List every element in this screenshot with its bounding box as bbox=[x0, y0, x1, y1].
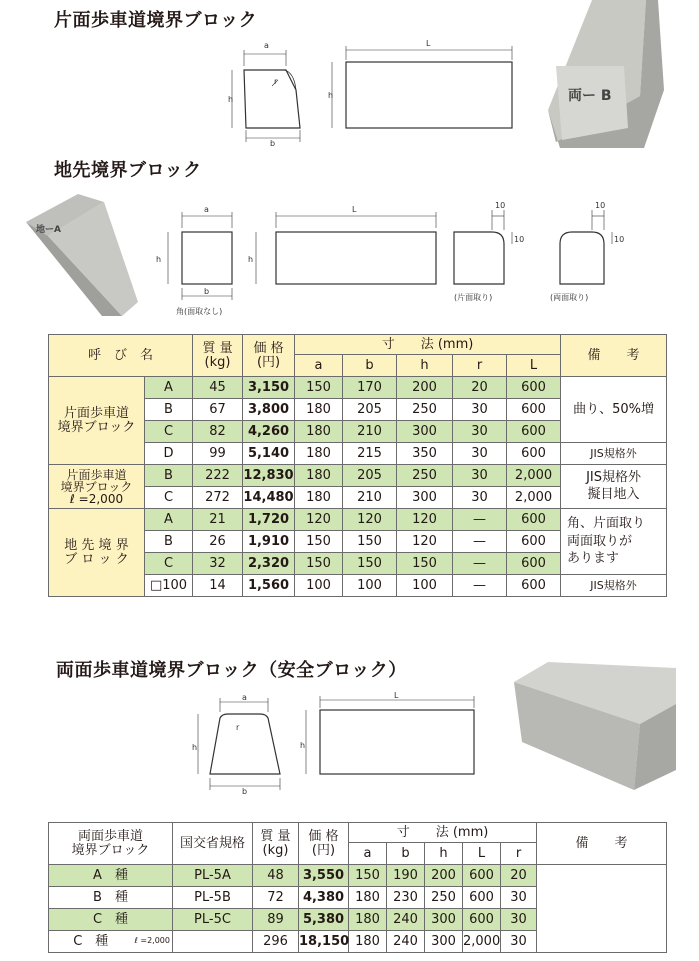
dim-label-L: L bbox=[426, 39, 431, 48]
value-cell: 296 bbox=[253, 931, 299, 953]
value-cell: 100 bbox=[295, 575, 343, 597]
th2-dim-L: L bbox=[463, 843, 501, 865]
value-cell: 150 bbox=[295, 553, 343, 575]
value-cell: 600 bbox=[463, 909, 501, 931]
remarks-cell: JIS規格外 bbox=[561, 443, 667, 465]
type-cell: A 種 bbox=[49, 865, 173, 887]
dim-10-c: 10 bbox=[595, 201, 606, 210]
value-cell: — bbox=[453, 531, 507, 553]
type-cell: C 種 bbox=[49, 909, 173, 931]
th2-name: 両面歩車道 境界ブロック bbox=[49, 823, 173, 865]
value-cell: 18,150 bbox=[299, 931, 349, 953]
standard-cell: PL-5A bbox=[173, 865, 253, 887]
price-table-2 bbox=[48, 822, 667, 953]
value-cell: 100 bbox=[397, 575, 453, 597]
dim-label-h2: h bbox=[328, 91, 334, 100]
value-cell: 120 bbox=[397, 531, 453, 553]
value-cell: 200 bbox=[425, 865, 463, 887]
value-cell: 150 bbox=[343, 553, 397, 575]
value-cell: 210 bbox=[343, 421, 397, 443]
diagram-double-sided bbox=[190, 690, 480, 798]
th2-price: 価 格 (円) bbox=[299, 823, 349, 865]
value-cell: 2,000 bbox=[463, 931, 501, 953]
th-dim-r: r bbox=[453, 355, 507, 377]
value-cell: 30 bbox=[453, 399, 507, 421]
value-cell: — bbox=[453, 509, 507, 531]
group-name: 片面歩車道 境界ブロック bbox=[49, 377, 145, 465]
type-cell: A bbox=[145, 509, 193, 531]
th2-dim-b: b bbox=[387, 843, 425, 865]
type-cell: D bbox=[145, 443, 193, 465]
value-cell: 2,320 bbox=[243, 553, 295, 575]
value-cell: 2,000 bbox=[507, 465, 561, 487]
th-dim-a: a bbox=[295, 355, 343, 377]
dim-L-double: L bbox=[394, 691, 399, 700]
value-cell: 30 bbox=[501, 909, 537, 931]
dim-label-r: r bbox=[274, 77, 278, 86]
value-cell: 12,830 bbox=[243, 465, 295, 487]
table-row bbox=[49, 509, 667, 531]
dim-h-double: h bbox=[192, 743, 198, 752]
value-cell: 230 bbox=[387, 887, 425, 909]
value-cell: 215 bbox=[343, 443, 397, 465]
value-cell: 600 bbox=[507, 553, 561, 575]
value-cell: 120 bbox=[295, 509, 343, 531]
value-cell: 20 bbox=[453, 377, 507, 399]
th2-std: 国交省規格 bbox=[173, 823, 253, 865]
value-cell: — bbox=[453, 575, 507, 597]
value-cell: 2,000 bbox=[507, 487, 561, 509]
dim-h2-curb: h bbox=[248, 255, 254, 264]
value-cell: 72 bbox=[253, 887, 299, 909]
dim-h-curb: h bbox=[156, 255, 162, 264]
value-cell: 300 bbox=[397, 487, 453, 509]
type-cell: B bbox=[145, 399, 193, 421]
th-name: 呼 び 名 bbox=[49, 335, 193, 377]
dim-label-a: a bbox=[264, 41, 269, 50]
th2-dim-a: a bbox=[349, 843, 387, 865]
length-suffix: ℓ =2,000 bbox=[133, 931, 173, 953]
value-cell: 240 bbox=[387, 931, 425, 953]
value-cell: 30 bbox=[453, 465, 507, 487]
value-cell: 190 bbox=[387, 865, 425, 887]
section-title-single-sided: 片面歩車道境界ブロック bbox=[54, 10, 258, 31]
group-name: 片面歩車道 境界ブロック ℓ =2,000 bbox=[49, 465, 145, 509]
value-cell: 600 bbox=[507, 509, 561, 531]
dim-10-b: 10 bbox=[514, 235, 525, 244]
value-cell: 30 bbox=[453, 421, 507, 443]
standard-cell: PL-5C bbox=[173, 909, 253, 931]
type-cell: C bbox=[145, 487, 193, 509]
value-cell: 600 bbox=[507, 531, 561, 553]
value-cell: 300 bbox=[425, 931, 463, 953]
value-cell: 48 bbox=[253, 865, 299, 887]
value-cell: 150 bbox=[343, 531, 397, 553]
value-cell: 300 bbox=[397, 421, 453, 443]
value-cell: 180 bbox=[295, 399, 343, 421]
value-cell: 20 bbox=[501, 865, 537, 887]
value-cell: 3,150 bbox=[243, 377, 295, 399]
value-cell: 30 bbox=[453, 443, 507, 465]
value-cell: 45 bbox=[193, 377, 243, 399]
value-cell: 600 bbox=[507, 421, 561, 443]
value-cell: 600 bbox=[507, 575, 561, 597]
caption-one-chamfer: (片面取り) bbox=[454, 293, 493, 302]
remarks-cell: JIS規格外 擬目地入 bbox=[561, 465, 667, 509]
value-cell: 99 bbox=[193, 443, 243, 465]
value-cell: 82 bbox=[193, 421, 243, 443]
dim-h2-double: h bbox=[300, 741, 306, 750]
value-cell: 180 bbox=[349, 909, 387, 931]
value-cell: 30 bbox=[453, 487, 507, 509]
value-cell: 1,720 bbox=[243, 509, 295, 531]
remarks-cell bbox=[537, 865, 667, 953]
value-cell: 1,560 bbox=[243, 575, 295, 597]
value-cell: 250 bbox=[397, 465, 453, 487]
block-photo-single-sided bbox=[548, 0, 672, 150]
th-dim-b: b bbox=[343, 355, 397, 377]
value-cell: 205 bbox=[343, 399, 397, 421]
value-cell: 600 bbox=[507, 443, 561, 465]
table-row bbox=[49, 865, 667, 887]
dim-a-curb: a bbox=[204, 205, 209, 214]
value-cell: 14,480 bbox=[243, 487, 295, 509]
dim-b-curb: b bbox=[204, 287, 210, 296]
type-cell: □100 bbox=[145, 575, 193, 597]
th-price: 価 格 (円) bbox=[243, 335, 295, 377]
type-cell: B bbox=[145, 465, 193, 487]
value-cell: 180 bbox=[295, 487, 343, 509]
type-cell: C bbox=[145, 553, 193, 575]
value-cell: 180 bbox=[295, 465, 343, 487]
standard-cell bbox=[173, 931, 253, 953]
value-cell: 240 bbox=[387, 909, 425, 931]
dim-L-curb: L bbox=[352, 205, 357, 214]
block-photo-double-sided bbox=[508, 658, 678, 798]
value-cell: 272 bbox=[193, 487, 243, 509]
th-remarks: 備 考 bbox=[561, 335, 667, 377]
remarks-cell: JIS規格外 bbox=[561, 575, 667, 597]
table-row bbox=[49, 465, 667, 487]
dim-10-a: 10 bbox=[495, 201, 506, 210]
value-cell: 26 bbox=[193, 531, 243, 553]
remarks-cell: 角、片面取り 両面取りが あります bbox=[561, 509, 667, 575]
value-cell: 180 bbox=[295, 421, 343, 443]
th2-dim-r: r bbox=[501, 843, 537, 865]
th2-dims: 寸 法 (mm) bbox=[349, 823, 537, 843]
dim-10-d: 10 bbox=[614, 235, 625, 244]
diagram-single-sided bbox=[228, 38, 518, 148]
caption-two-chamfer: (両面取り) bbox=[550, 293, 589, 302]
value-cell: 5,140 bbox=[243, 443, 295, 465]
type-cell: C 種 bbox=[49, 931, 133, 953]
dim-label-b: b bbox=[270, 139, 276, 148]
th-dim-h: h bbox=[397, 355, 453, 377]
value-cell: 180 bbox=[349, 887, 387, 909]
standard-cell: PL-5B bbox=[173, 887, 253, 909]
value-cell: 300 bbox=[425, 909, 463, 931]
value-cell: 67 bbox=[193, 399, 243, 421]
value-cell: 600 bbox=[507, 399, 561, 421]
th-dim-L: L bbox=[507, 355, 561, 377]
value-cell: 200 bbox=[397, 377, 453, 399]
th-dims: 寸 法 (mm) bbox=[295, 335, 561, 355]
dim-label-h: h bbox=[228, 95, 234, 104]
th2-remarks: 備 考 bbox=[537, 823, 667, 865]
value-cell: 4,260 bbox=[243, 421, 295, 443]
price-table-1 bbox=[48, 334, 667, 597]
value-cell: 100 bbox=[343, 575, 397, 597]
value-cell: 250 bbox=[397, 399, 453, 421]
remarks-cell: 曲り、50%増 bbox=[561, 377, 667, 443]
value-cell: 5,380 bbox=[299, 909, 349, 931]
value-cell: 21 bbox=[193, 509, 243, 531]
value-cell: 210 bbox=[343, 487, 397, 509]
value-cell: 30 bbox=[501, 931, 537, 953]
value-cell: 32 bbox=[193, 553, 243, 575]
type-cell: C bbox=[145, 421, 193, 443]
stamp-text: 両ー B bbox=[568, 88, 612, 104]
caption-corner: 角(面取なし) bbox=[176, 307, 223, 316]
diagram-curb bbox=[152, 201, 625, 320]
value-cell: 3,800 bbox=[243, 399, 295, 421]
type-cell: B 種 bbox=[49, 887, 173, 909]
value-cell: 30 bbox=[501, 887, 537, 909]
value-cell: 170 bbox=[343, 377, 397, 399]
dim-r-double: r bbox=[236, 723, 240, 732]
value-cell: 89 bbox=[253, 909, 299, 931]
th2-dim-h: h bbox=[425, 843, 463, 865]
section-title-curb-block: 地先境界ブロック bbox=[54, 160, 202, 181]
value-cell: 350 bbox=[397, 443, 453, 465]
value-cell: 180 bbox=[349, 931, 387, 953]
stamp-text-curb: 地ーA bbox=[36, 225, 61, 235]
dim-b-double: b bbox=[242, 787, 248, 796]
value-cell: 3,550 bbox=[299, 865, 349, 887]
value-cell: 180 bbox=[295, 443, 343, 465]
type-cell: A bbox=[145, 377, 193, 399]
value-cell: 120 bbox=[343, 509, 397, 531]
value-cell: 600 bbox=[507, 377, 561, 399]
value-cell: 14 bbox=[193, 575, 243, 597]
table-row bbox=[49, 377, 667, 399]
value-cell: 150 bbox=[295, 377, 343, 399]
value-cell: 1,910 bbox=[243, 531, 295, 553]
dim-a-double: a bbox=[242, 693, 247, 702]
value-cell: 600 bbox=[463, 865, 501, 887]
type-cell: B bbox=[145, 531, 193, 553]
section-title-double-sided: 両面歩車道境界ブロック（安全ブロック） bbox=[56, 660, 407, 681]
value-cell: 4,380 bbox=[299, 887, 349, 909]
value-cell: 205 bbox=[343, 465, 397, 487]
value-cell: 250 bbox=[425, 887, 463, 909]
value-cell: 222 bbox=[193, 465, 243, 487]
value-cell: — bbox=[453, 553, 507, 575]
value-cell: 600 bbox=[463, 887, 501, 909]
value-cell: 150 bbox=[349, 865, 387, 887]
value-cell: 150 bbox=[397, 553, 453, 575]
value-cell: 120 bbox=[397, 509, 453, 531]
group-name: 地 先 境 界 ブ ロ ッ ク bbox=[49, 509, 145, 597]
th-weight: 質 量 (kg) bbox=[193, 335, 243, 377]
th2-weight: 質 量 (kg) bbox=[253, 823, 299, 865]
block-photo-curb bbox=[18, 192, 138, 320]
value-cell: 150 bbox=[295, 531, 343, 553]
